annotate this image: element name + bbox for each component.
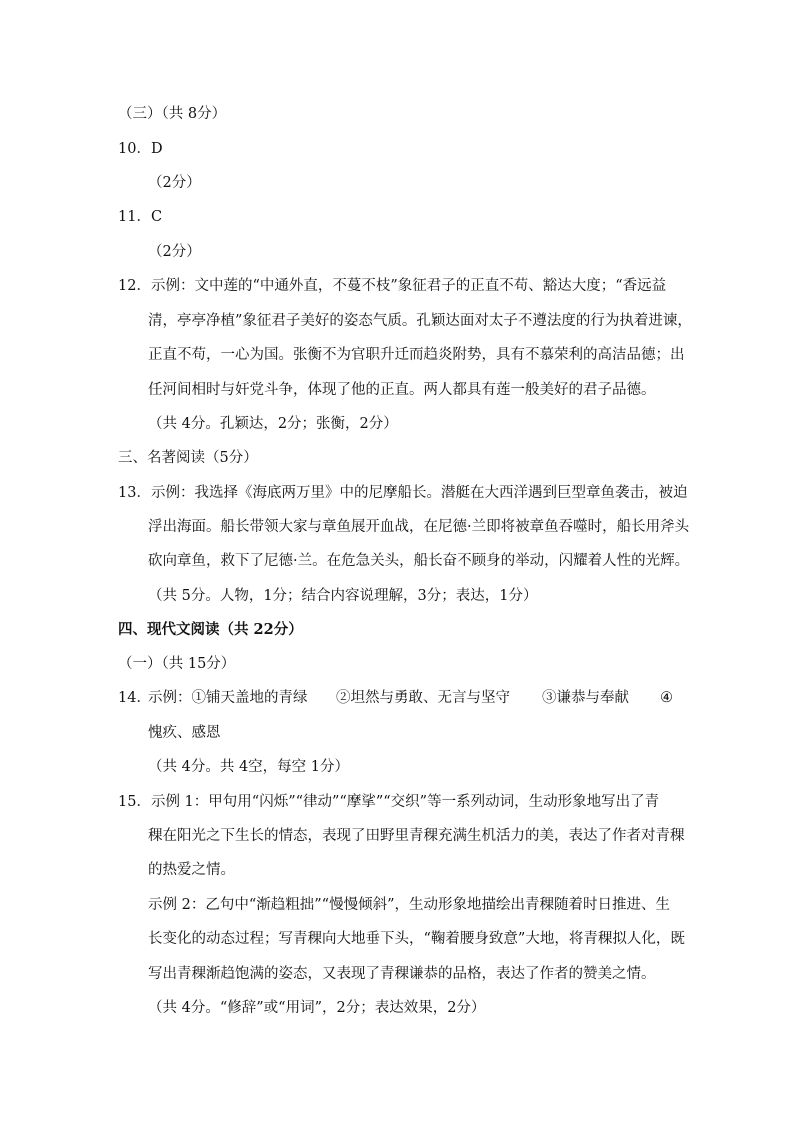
q14-score: （共 4分。共 4空，每空 1分） xyxy=(148,759,350,775)
q10-score: （2分） xyxy=(148,175,201,191)
section-3-header: （三）（共 8分） xyxy=(118,106,227,122)
q11-score: （2分） xyxy=(148,244,201,260)
section-mingzhu-header: 三、名著阅读（5分） xyxy=(118,450,258,466)
q15-line-3: 的热爱之情。 xyxy=(148,862,235,878)
q12-line-4: 任河间相时与奸党斗争，体现了他的正直。两人都具有莲一般美好的君子品德。 xyxy=(148,382,656,398)
q13-line-1: 13．示例：我选择《海底两万里》中的尼摩船长。潜艇在大西洋遇到巨型章鱼袭击，被迫 xyxy=(118,485,688,501)
q15-score: （共 4分。“修辞”或“用词”，2分；表达效果，2分） xyxy=(148,1000,486,1016)
q13-line-3: 砍向章鱼，救下了尼德·兰。在危急关头，船长奋不顾身的举动，闪耀着人性的光辉。 xyxy=(148,553,690,569)
q15-line-1: 15．示例 1：甲句用“闪烁”“律动”“摩挲”“交织”等一系列动词，生动形象地写出了青 xyxy=(118,794,660,810)
q13-score: （共 5分。人物，1分；结合内容说理解，3分；表达，1分） xyxy=(148,588,538,604)
q14-item-3: ③谦恭与奉献 xyxy=(542,690,629,706)
q12-line-2: 清，亭亭净植”象征君子美好的姿态气质。孔颖达面对太子不遵法度的行为执着进谏， xyxy=(148,313,692,329)
q14-item-4: 愧疚、感恩 xyxy=(148,725,221,741)
sub1-header: （一）（共 15分） xyxy=(118,656,236,672)
q12-line-1: 12．示例：文中莲的“中通外直，不蔓不枝”象征君子的正直不苟、豁达大度；“香远益 xyxy=(118,278,667,294)
section-xiandai-header: 四、现代文阅读（共 22分） xyxy=(118,621,303,638)
q11-answer: 11．C xyxy=(118,209,163,225)
q14-number: 14． xyxy=(118,690,151,706)
q15-line-2: 稞在阳光之下生长的情态，表现了田野里青稞充满生机活力的美，表达了作者对青稞 xyxy=(148,828,685,844)
q15-line-6: 写出青稞渐趋饱满的姿态，又表现了青稞谦恭的品格，表达了作者的赞美之情。 xyxy=(148,966,656,982)
q12-score: （共 4分。孔颖达，2分；张衡，2分） xyxy=(148,416,398,432)
q13-line-2: 浮出海面。船长带领大家与章鱼展开血战，在尼德·兰即将被章鱼吞噬时，船长用斧头 xyxy=(148,519,690,535)
q14-item-1: 示例：①铺天盖地的青绿 xyxy=(148,690,308,706)
q15-line-5: 长变化的动态过程；写青稞向大地垂下头，“鞠着腰身致意”大地，将青稞拟人化，既 xyxy=(148,931,685,947)
q14-item-2: ②坦然与勇敢、无言与坚守 xyxy=(336,690,510,706)
q12-line-3: 正直不苟，一心为国。张衡不为官职升迁而趋炎附势，具有不慕荣利的高洁品德；出 xyxy=(148,347,685,363)
q10-answer: 10．D xyxy=(118,141,163,157)
q14-item-4-mark: ④ xyxy=(660,690,673,706)
q15-line-4: 示例 2：乙句中“渐趋粗拙”“慢慢倾斜”，生动形象地描绘出青稞随着时日推进、生 xyxy=(148,897,670,913)
